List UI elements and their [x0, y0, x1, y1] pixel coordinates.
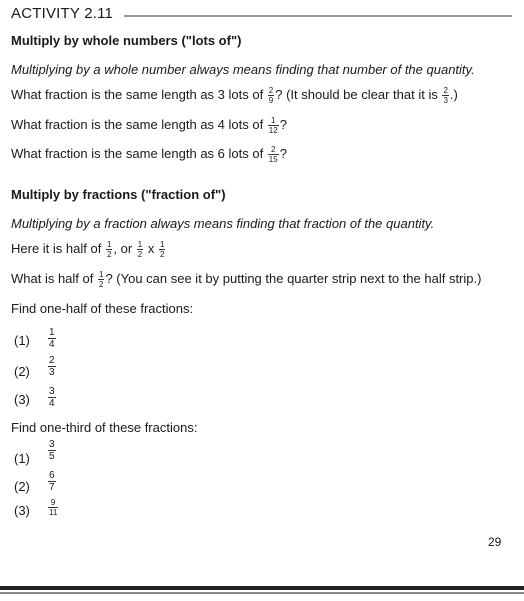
fraction-denominator: 11 — [49, 508, 58, 517]
item-label: (2) — [14, 479, 30, 494]
whatis-pre-text: What is half of — [11, 270, 97, 286]
question-4-lots — [11, 116, 287, 135]
fraction — [268, 145, 279, 164]
fraction-numerator: 2 — [49, 355, 55, 366]
fraction-denominator: 3 — [443, 96, 448, 105]
fraction-denominator: 4 — [49, 339, 55, 350]
fraction-denominator: 9 — [268, 96, 274, 105]
item-label: (3) — [14, 392, 30, 407]
fraction-numerator: 1 — [106, 240, 112, 249]
list-item-fraction — [47, 439, 57, 462]
q2-post-text: ? — [279, 116, 287, 132]
q1-mid-text: ? (It should be clear that it is — [275, 86, 442, 102]
fraction-denominator: 2 — [159, 250, 165, 259]
fraction — [98, 270, 104, 289]
fraction-denominator: 12 — [268, 126, 278, 135]
fraction-denominator: 2 — [106, 250, 112, 259]
section-heading-whole-numbers: Multiply by whole numbers ("lots of") — [11, 33, 242, 48]
activity-title — [11, 5, 113, 22]
bottom-divider-secondary — [0, 592, 524, 594]
q1-pre-text: What fraction is the same length as 3 lots of — [11, 86, 267, 102]
list-item-fraction — [47, 498, 59, 517]
fraction-denominator: 5 — [49, 451, 55, 462]
fraction-numerator: 1 — [271, 116, 276, 125]
whatis-post-text: ? (You can see it by putting the quarter strip next to the half strip.) — [105, 270, 482, 286]
fraction — [106, 240, 112, 259]
fraction — [48, 470, 56, 493]
item-label: (1) — [14, 333, 30, 348]
section-heading-fractions: Multiply by fractions ("fraction of") — [11, 187, 226, 202]
header-rule — [124, 15, 512, 17]
q2-pre-text: What fraction is the same length as 4 lots of — [11, 116, 267, 132]
list-item — [14, 364, 30, 379]
fraction-numerator: 1 — [49, 327, 55, 338]
fraction-denominator: 7 — [49, 482, 55, 493]
here-pre-text: Here it is half of — [11, 240, 105, 256]
fraction-numerator: 6 — [49, 470, 55, 481]
intro-whole-numbers: Multiplying by a whole number always means finding that number of the quantity. — [11, 62, 475, 77]
fraction-numerator: 1 — [98, 270, 104, 279]
fraction — [48, 327, 56, 350]
fraction-numerator: 1 — [137, 240, 143, 249]
third-prompt: Find one-third of these fractions: — [11, 420, 198, 435]
list-item-fraction — [47, 386, 57, 409]
half-prompt: Find one-half of these fractions: — [11, 301, 194, 316]
fraction-numerator: 2 — [443, 86, 448, 95]
fraction-denominator: 2 — [137, 250, 143, 259]
here-mid-text: , or — [113, 240, 136, 256]
what-is-half-of-half — [11, 270, 481, 289]
fraction — [442, 86, 448, 105]
page-number: 29 — [488, 535, 502, 549]
intro-fractions: Multiplying by a fraction always means finding that fraction of the quantity. — [11, 216, 435, 231]
list-item-fraction — [47, 355, 57, 378]
list-item — [14, 392, 30, 407]
fraction-numerator: 1 — [159, 240, 165, 249]
fraction-denominator: 2 — [98, 280, 104, 289]
fraction-numerator: 2 — [268, 86, 274, 95]
fraction-denominator: 4 — [49, 398, 55, 409]
list-item — [14, 503, 30, 518]
item-label: (1) — [14, 451, 30, 466]
fraction — [268, 116, 279, 135]
fraction — [48, 439, 56, 462]
q3-post-text: ? — [279, 145, 287, 161]
list-item — [14, 333, 30, 348]
fraction-numerator: 2 — [271, 145, 276, 154]
fraction-denominator: 3 — [49, 367, 55, 378]
q3-pre-text: What fraction is the same length as 6 lots of — [11, 145, 267, 161]
here-half-of — [11, 240, 166, 259]
list-item-fraction — [47, 470, 57, 493]
question-3-lots — [11, 86, 458, 105]
fraction-numerator: 9 — [50, 498, 56, 507]
fraction — [268, 86, 274, 105]
item-label: (2) — [14, 364, 30, 379]
fraction — [137, 240, 143, 259]
activity-title-text: ACTIVITY 2.11 — [11, 5, 114, 22]
list-item-fraction — [47, 327, 57, 350]
bottom-divider — [0, 586, 524, 590]
fraction-numerator: 3 — [49, 439, 55, 450]
fraction — [48, 386, 56, 409]
fraction — [48, 355, 56, 378]
fraction — [48, 498, 58, 517]
item-label: (3) — [14, 503, 30, 518]
list-item — [14, 479, 30, 494]
multiply-sign: x — [144, 240, 158, 256]
list-item — [14, 451, 30, 466]
q1-post-text: .) — [449, 86, 458, 102]
fraction-denominator: 15 — [268, 155, 278, 164]
fraction-numerator: 3 — [49, 386, 55, 397]
question-6-lots — [11, 145, 287, 164]
fraction — [159, 240, 165, 259]
